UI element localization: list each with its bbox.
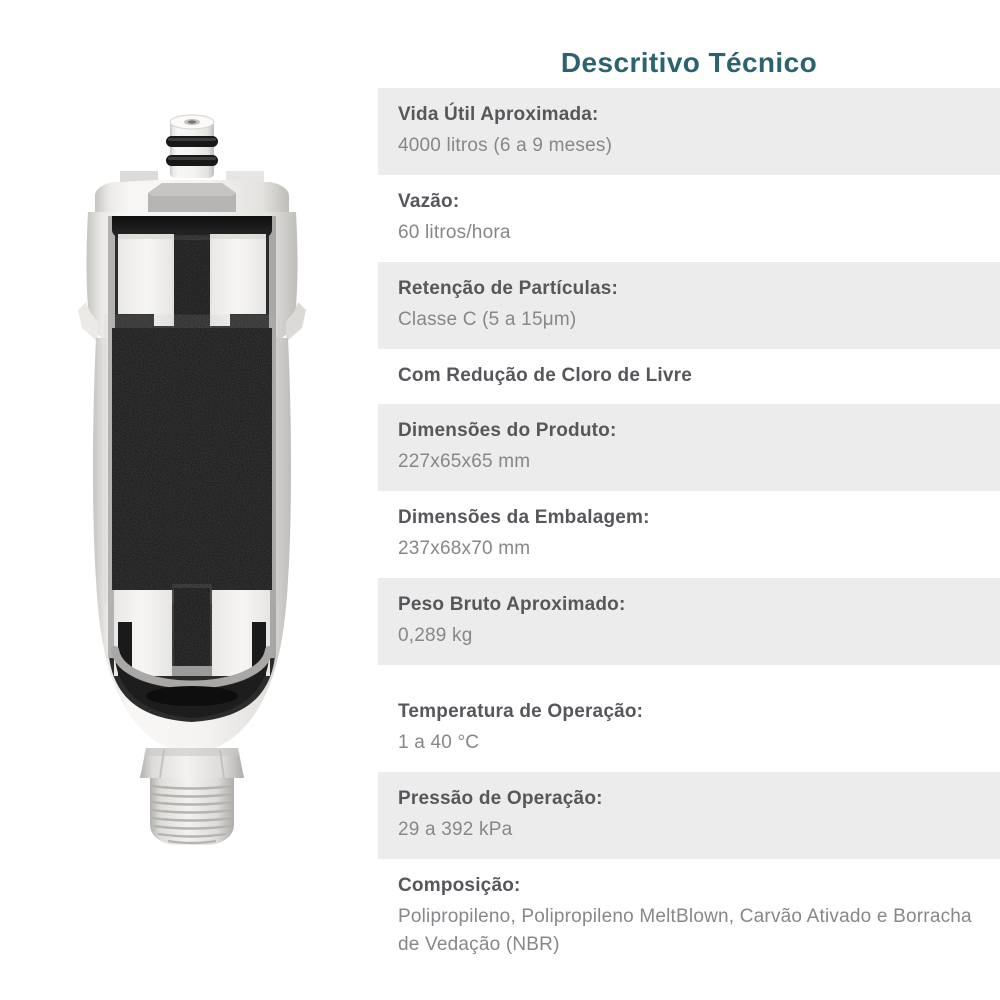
spec-value: 1 a 40 °C (398, 732, 480, 753)
page-title: Descritivo Técnico (560, 47, 818, 78)
spec-value: Classe C (5 a 15μm) (398, 309, 577, 330)
carbon-block (112, 328, 272, 590)
spec-label: Temperatura de Operação: (398, 701, 644, 722)
spec-label: Composição: (398, 875, 521, 896)
spec-value: 237x68x70 mm (398, 538, 531, 559)
spec-value: 4000 litros (6 a 9 meses) (398, 135, 613, 156)
spec-label: Dimensões da Embalagem: (398, 507, 650, 528)
spec-value: 227x65x65 mm (398, 451, 531, 472)
spec-row-pressao (378, 772, 1000, 859)
spec-label: Vazão: (398, 191, 460, 212)
spec-row-vazao (378, 175, 1000, 262)
stem-connector (166, 115, 218, 178)
spec-row-retencao (378, 262, 1000, 349)
spec-row-dim-embalagem (378, 491, 1000, 578)
column-pedestal (170, 666, 214, 676)
technical-description-panel (378, 0, 1000, 974)
hex-neck (140, 748, 244, 778)
filter-cutaway-illustration (60, 100, 360, 880)
product-image (60, 100, 360, 880)
spec-value: Polipropileno, Polipropileno MeltBlown, Carvão Ativado e Borracha de Vedação (NBR) (398, 906, 972, 955)
spec-row-peso (378, 578, 1000, 665)
spec-label: Retenção de Partículas: (398, 278, 619, 299)
spec-label: Pressão de Operação: (398, 788, 603, 809)
spec-label: Vida Útil Aproximada: (398, 104, 599, 125)
spec-label: Peso Bruto Aproximado: (398, 594, 626, 615)
carbon-column-top (174, 240, 210, 332)
carbon-column-bottom (170, 588, 214, 676)
spec-row-cloro (378, 349, 1000, 404)
spec-label: Com Redução de Cloro de Livre (398, 365, 693, 386)
spec-label: Dimensões do Produto: (398, 420, 617, 441)
spec-value: 0,289 kg (398, 625, 473, 646)
spec-list (378, 88, 1000, 974)
spec-value: 29 a 392 kPa (398, 819, 513, 840)
threaded-fitting (150, 778, 234, 845)
spec-row-dim-produto (378, 404, 1000, 491)
spec-row-vida-util (378, 88, 1000, 175)
spec-row-composicao (378, 859, 1000, 974)
cutaway-interior (108, 216, 276, 722)
spec-value: 60 litros/hora (398, 222, 511, 243)
spec-row-temperatura (378, 665, 1000, 772)
